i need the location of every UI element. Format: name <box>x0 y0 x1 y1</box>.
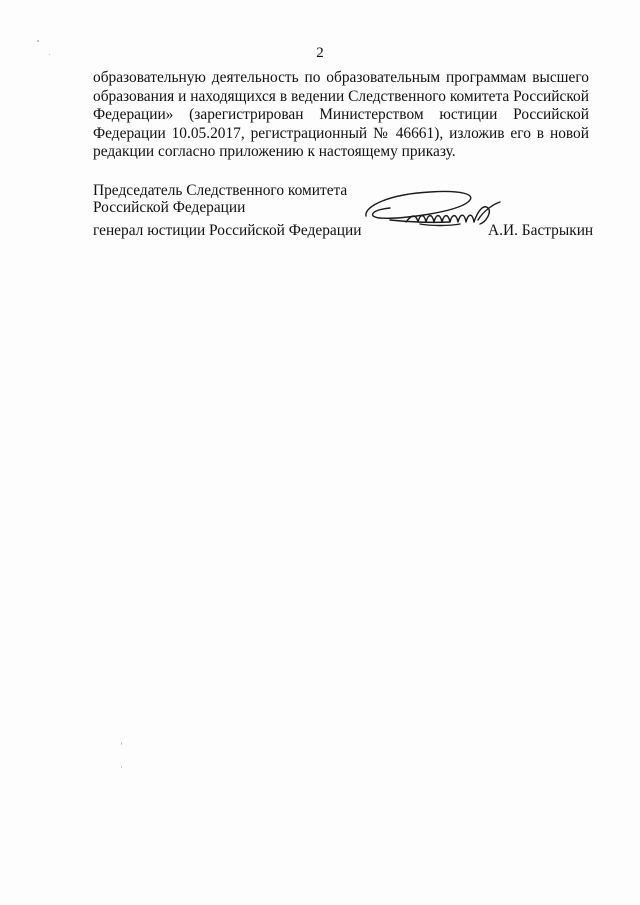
signatory-rank: генерал юстиции Российской Федерации <box>93 222 362 239</box>
page-number: 2 <box>316 45 324 61</box>
body-line: образовательную деятельность по образовательным программам высшего <box>93 69 589 86</box>
body-line: образования и находящихся в ведении Следственного комитета Российской <box>93 87 589 105</box>
scan-speck <box>37 40 39 42</box>
body-line: редакции согласно приложению к настоящему приказу. <box>93 143 456 160</box>
scan-speck <box>121 766 122 768</box>
signatory-name: А.И. Бастрыкин <box>488 222 594 239</box>
scan-speck <box>49 54 50 55</box>
signatory-title-line: Председатель Следственного комитета <box>93 182 348 199</box>
signatory-title-line: Российской Федерации <box>93 198 246 216</box>
scan-speck <box>121 742 122 745</box>
signatory-title <box>93 183 393 216</box>
body-line: Федерации» (зарегистрирован Министерством юстиции Российской <box>93 106 589 123</box>
body-paragraph <box>93 69 589 162</box>
body-line: Федерации 10.05.2017, регистрационный № 46661), изложив его в новой <box>93 124 589 142</box>
